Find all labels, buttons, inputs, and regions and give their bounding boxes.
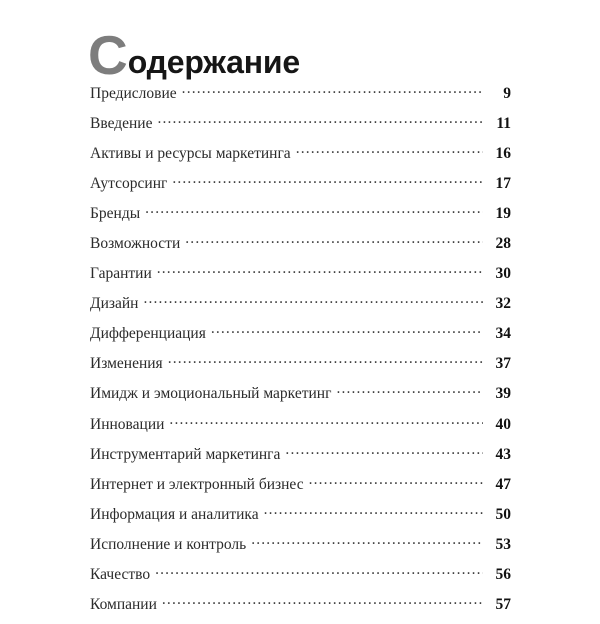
toc-entry-label: Информация и аналитика [90,505,259,523]
toc-leader-dots [162,594,483,610]
toc-leader-dots [155,564,483,580]
toc-entry[interactable] [90,263,511,293]
toc-entry-label: Дифференциация [90,325,206,343]
toc-entry-label: Введение [90,114,153,132]
toc-entry-page-number: 53 [495,535,511,553]
toc-entry-label: Аутсорсинг [90,174,168,192]
toc-entry-label: Бренды [90,204,141,222]
toc-entry-page-number: 11 [496,114,511,132]
toc-entry-page-number: 50 [495,505,511,523]
toc-entry-page-number: 32 [495,295,511,313]
toc-entry-label: Гарантии [90,265,152,283]
toc-entry-label: Качество [90,566,151,583]
toc-entry[interactable] [90,82,511,112]
toc-entry[interactable] [90,383,511,413]
toc-entry[interactable] [90,323,511,353]
toc-entry[interactable] [90,353,511,383]
toc-leader-dots [169,413,483,429]
toc-entry[interactable] [90,533,511,563]
toc-entry[interactable] [90,202,511,232]
toc-entry-label: Инструментарий маркетинга [90,445,281,463]
toc-entry-page-number: 9 [503,84,511,102]
toc-entry-page-number: 16 [495,144,511,162]
toc-entry[interactable] [90,443,511,473]
toc-leader-dots [251,533,483,549]
toc-entry-page-number: 57 [495,596,511,614]
toc-entry[interactable] [90,172,511,202]
toc-entry[interactable] [90,503,511,533]
toc-entry[interactable] [90,473,511,503]
toc-entry-label: Дизайн [90,295,139,313]
toc-entry-page-number: 28 [495,234,511,252]
toc-entry[interactable] [90,232,511,262]
toc-entry-page-number: 47 [495,475,511,493]
toc-leader-dots [172,172,483,188]
toc-entry-list [90,82,511,624]
toc-leader-dots [145,202,483,218]
toc-entry-page-number: 39 [495,385,511,403]
toc-entry-page-number: 43 [495,445,511,463]
toc-leader-dots [264,503,483,519]
toc-entry[interactable] [90,413,511,443]
toc-entry-page-number: 17 [495,174,511,192]
toc-leader-dots [143,293,483,309]
toc-entry-label: Предисловие [90,84,177,102]
toc-entry-label: Инновации [90,415,165,433]
title-dropcap: С [88,24,127,87]
toc-leader-dots [296,142,483,158]
toc-leader-dots [336,383,483,399]
toc-entry[interactable] [90,293,511,323]
toc-leader-dots [309,473,483,489]
toc-entry[interactable] [90,564,511,594]
toc-leader-dots [168,353,483,369]
toc-leader-dots [211,323,483,339]
toc-entry-label: Активы и ресурсы маркетинга [90,144,291,162]
toc-entry-page-number: 56 [495,566,511,583]
toc-entry[interactable] [90,142,511,172]
toc-entry-label: Компании [90,596,157,614]
toc-entry-label: Изменения [90,355,163,373]
toc-leader-dots [157,112,483,128]
toc-entry-page-number: 19 [495,204,511,222]
toc-entry-label: Исполнение и контроль [90,535,247,553]
toc-entry-page-number: 34 [495,325,511,343]
toc-leader-dots [157,263,483,279]
toc-entry[interactable] [90,112,511,142]
toc-entry-page-number: 30 [495,265,511,283]
toc-entry-label: Имидж и эмоциональный маркетинг [90,385,332,403]
toc-leader-dots [185,232,483,248]
title-remainder: одержание [127,44,300,81]
toc-entry[interactable] [90,594,511,624]
toc-entry-page-number: 40 [495,415,511,433]
toc-entry-label: Возможности [90,234,181,252]
page-title [88,24,300,87]
toc-entry-label: Интернет и электронный бизнес [90,475,304,493]
toc-leader-dots [182,82,483,98]
toc-leader-dots [285,443,483,459]
toc-entry-page-number: 37 [495,355,511,373]
